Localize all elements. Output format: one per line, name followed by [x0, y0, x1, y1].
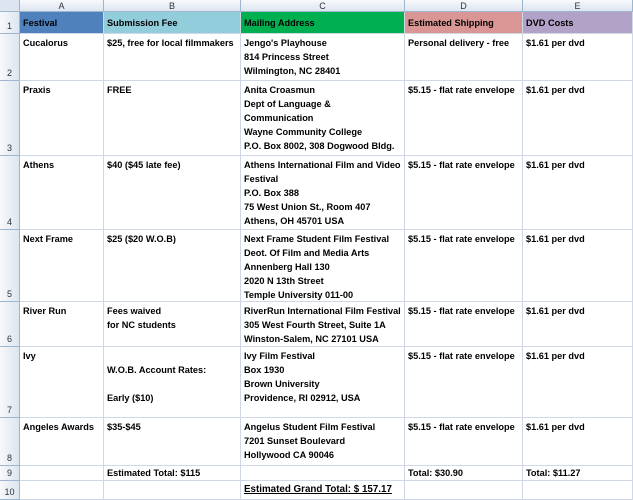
cell-empty[interactable] — [20, 481, 104, 500]
cell-festival[interactable]: Cucalorus — [20, 34, 104, 81]
cell-fee-total[interactable]: Estimated Total: $115 — [104, 466, 241, 481]
cell-shipping[interactable]: $5.15 - flat rate envelope — [405, 81, 523, 156]
cell-empty[interactable] — [20, 466, 104, 481]
cell-shipping[interactable]: $5.15 - flat rate envelope — [405, 230, 523, 302]
fee-line: W.O.B. Account Rates: — [107, 365, 207, 375]
cell-fee[interactable] — [104, 347, 241, 418]
cell-shipping[interactable]: $5.15 - flat rate envelope — [405, 302, 523, 347]
column-header-a[interactable]: A — [20, 0, 104, 12]
cell-dvd-total[interactable]: Total: $11.27 — [523, 466, 633, 481]
row-header-6[interactable]: 6 — [0, 302, 20, 347]
cell-address[interactable]: Athens International Film and Video Festival P.O. Box 388 75 West Union St., Room 407 Athens, OH 45701 USA — [241, 156, 405, 230]
cell-empty[interactable] — [104, 481, 241, 500]
cell-festival[interactable]: Next Frame — [20, 230, 104, 302]
row-header-1[interactable]: 1 — [0, 12, 20, 34]
cell-address[interactable]: RiverRun International Film Festival 305 West Fourth Street, Suite 1A Winston-Salem, NC 27101 USA — [241, 302, 405, 347]
cell-dvd[interactable]: $1.61 per dvd — [523, 302, 633, 347]
cell-festival[interactable]: Ivy — [20, 347, 104, 418]
header-submission-fee[interactable]: Submission Fee — [104, 12, 241, 34]
header-estimated-shipping[interactable]: Estimated Shipping — [405, 12, 523, 34]
header-mailing-address[interactable]: Mailing Address — [241, 12, 405, 34]
cell-empty[interactable] — [523, 481, 633, 500]
cell-dvd[interactable]: $1.61 per dvd — [523, 418, 633, 466]
cell-address[interactable]: Next Frame Student Film Festival Deot. Of Film and Media Arts Annenberg Hall 130 2020 N 13th Street Temple University 011-00 — [241, 230, 405, 302]
row-header-5[interactable]: 5 — [0, 230, 20, 302]
cell-festival[interactable]: Athens — [20, 156, 104, 230]
cell-address[interactable]: Angelus Student Film Festival 7201 Sunset Boulevard Hollywood CA 90046 — [241, 418, 405, 466]
select-all-corner[interactable] — [0, 0, 20, 12]
header-dvd-costs[interactable]: DVD Costs — [523, 12, 633, 34]
cell-festival[interactable]: River Run — [20, 302, 104, 347]
cell-grand-total[interactable]: Estimated Grand Total: $ 157.17 — [241, 481, 405, 500]
column-header-e[interactable]: E — [523, 0, 633, 12]
cell-shipping[interactable]: Personal delivery - free — [405, 34, 523, 81]
cell-empty[interactable] — [241, 466, 405, 481]
cell-shipping-total[interactable]: Total: $30.90 — [405, 466, 523, 481]
cell-fee[interactable]: $25 ($20 W.O.B) — [104, 230, 241, 302]
cell-shipping[interactable]: $5.15 - flat rate envelope — [405, 156, 523, 230]
row-header-10[interactable]: 10 — [0, 481, 20, 500]
cell-festival[interactable]: Praxis — [20, 81, 104, 156]
column-header-c[interactable]: C — [241, 0, 405, 12]
row-header-4[interactable]: 4 — [0, 156, 20, 230]
cell-festival[interactable]: Angeles Awards — [20, 418, 104, 466]
cell-fee[interactable]: $40 ($45 late fee) — [104, 156, 241, 230]
cell-empty[interactable] — [405, 481, 523, 500]
cell-fee[interactable]: FREE — [104, 81, 241, 156]
cell-fee[interactable]: $25, free for local filmmakers — [104, 34, 241, 81]
cell-address[interactable]: Anita Croasmun Dept of Language & Communication Wayne Community College P.O. Box 8002, 308 Dogwood Bldg. — [241, 81, 405, 156]
row-header-2[interactable]: 2 — [0, 34, 20, 81]
row-header-3[interactable]: 3 — [0, 81, 20, 156]
cell-fee[interactable]: Fees waived for NC students — [104, 302, 241, 347]
column-header-d[interactable]: D — [405, 0, 523, 12]
cell-dvd[interactable]: $1.61 per dvd — [523, 347, 633, 418]
cell-dvd[interactable]: $1.61 per dvd — [523, 81, 633, 156]
row-header-8[interactable]: 8 — [0, 418, 20, 466]
cell-dvd[interactable]: $1.61 per dvd — [523, 34, 633, 81]
cell-address[interactable]: Ivy Film Festival Box 1930 Brown University Providence, RI 02912, USA — [241, 347, 405, 418]
cell-dvd[interactable]: $1.61 per dvd — [523, 230, 633, 302]
row-header-7[interactable]: 7 — [0, 347, 20, 418]
cell-address[interactable]: Jengo's Playhouse 814 Princess Street Wilmington, NC 28401 — [241, 34, 405, 81]
cell-dvd[interactable]: $1.61 per dvd — [523, 156, 633, 230]
cell-fee[interactable]: $35-$45 — [104, 418, 241, 466]
row-header-9[interactable]: 9 — [0, 466, 20, 481]
fee-line: Early ($10) — [107, 393, 154, 403]
cell-shipping[interactable]: $5.15 - flat rate envelope — [405, 418, 523, 466]
cell-shipping[interactable]: $5.15 - flat rate envelope — [405, 347, 523, 418]
column-header-b[interactable]: B — [104, 0, 241, 12]
header-festival[interactable]: Festival — [20, 12, 104, 34]
